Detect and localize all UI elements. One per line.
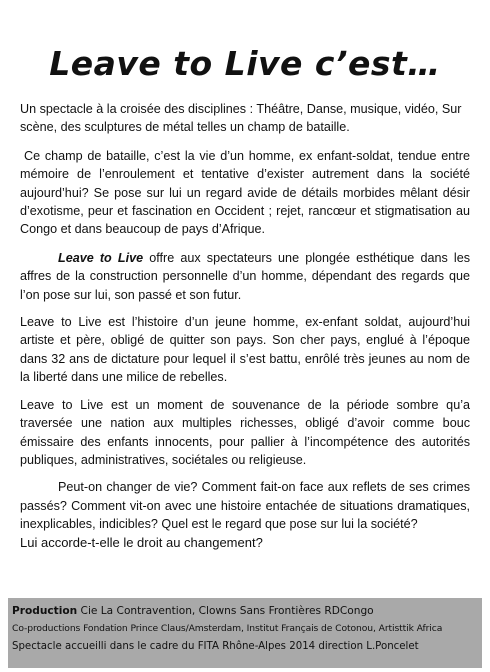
paragraph-questions <box>20 478 470 552</box>
production-text: Cie La Contravention, Clowns Sans Frontières RDCongo <box>77 605 374 617</box>
document-body <box>20 100 470 552</box>
page-title: Leave to Live c’est… <box>49 44 441 83</box>
production-credit <box>12 602 482 620</box>
show-title-emphasis: Leave to Live <box>58 250 144 265</box>
hosting-credit: Spectacle accueilli dans le cadre du FITA Rhône-Alpes 2014 direction L.Poncelet <box>12 641 419 652</box>
credits-footer <box>8 598 482 668</box>
paragraph-intro: Un spectacle à la croisée des disciplines : Théâtre, Danse, musique, vidéo, Sur scène, des sculptures de métal telles un champ de bataille. <box>20 102 462 135</box>
paragraph-questions-text: Peut-on changer de vie? Comment fait-on face aux reflets de ses crimes passés? Comment vit-on avec une histoire entachée de situations dramatiques, inexplicables, indicibles? Quel est le regard que pose sur lui la société? <box>20 480 470 532</box>
paragraph-plunge <box>20 249 470 304</box>
paragraph-story: Leave to Live est l’histoire d’un jeune homme, ex-enfant soldat, aujourd’hui artiste et père, obligé de quitter son pays. Son cher pays, englué à l’époque dans 32 ans de dictature pour lequel il s’est battu, enrôlé très jeunes au nom de la liberté dans une milice de rebelles. <box>20 315 470 385</box>
paragraph-remembrance: Leave to Live est un moment de souvenance de la période sombre qu’a traversée une nation aux multiples richesses, obligé d’avoir comme bouc émissaire des enfants innocents, pour pallier à l’incompétence des autorités publiques, administratives, sociétales ou religieuse. <box>20 397 470 467</box>
production-label: Production <box>12 605 78 617</box>
paragraph-plunge-text: offre aux spectateurs une plongée esthétique dans les affres de la construction personnelle d’un homme, dépendant des regards que l’on pose sur lui, son passé et son futur. <box>20 250 470 302</box>
paragraph-final-question: Lui accorde-t-elle le droit au changement? <box>20 534 263 550</box>
coproductions-credit: Co-productions Fondation Prince Claus/Amsterdam, Institut Français de Cotonou, Artisttik Africa <box>12 623 443 634</box>
paragraph-battlefield: Ce champ de bataille, c’est la vie d’un homme, ex enfant-soldat, tendue entre mémoire de l’enroulement et tentative d’exister autrement dans la société aujourd’hui? Se pose sur lui un regard avide de détails morbides mêlant désir d’exotisme, peur et fascination en Occident ; rejet, rancœur et stigmatisation au Congo et dans beaucoup de pays d’Afrique. <box>20 148 470 237</box>
